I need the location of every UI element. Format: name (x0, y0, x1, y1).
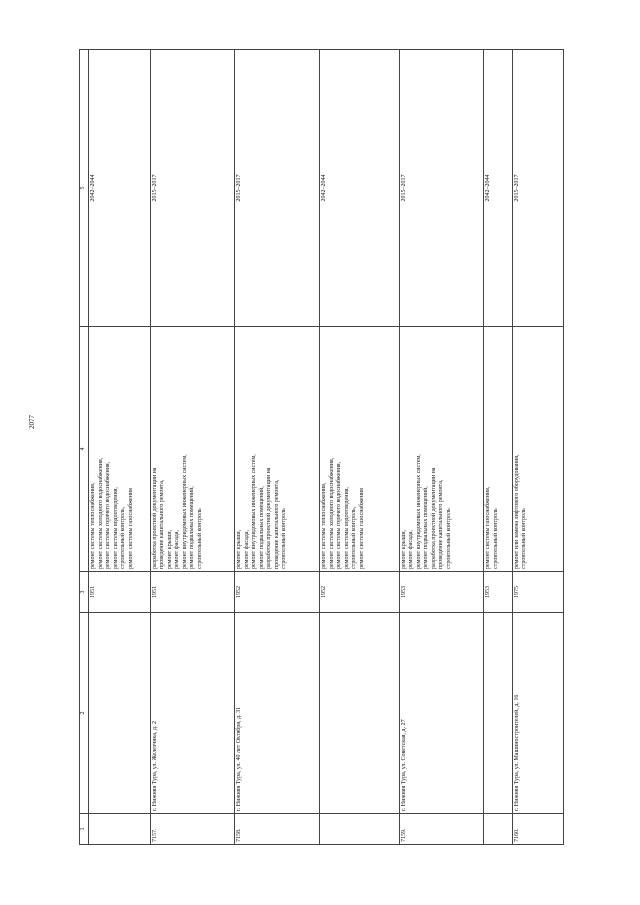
header-col-1: 1 (80, 814, 89, 845)
row-year: 1953 (399, 572, 484, 613)
work-item: ремонт системы газоснабжения (358, 488, 365, 569)
work-item: проведение капитального ремонта, (159, 479, 166, 569)
table-row (320, 50, 400, 845)
row-year: 1952 (320, 572, 400, 613)
row-address: г. Нижняя Тура, ул. 40 лет Октября, д. 31 (235, 613, 320, 814)
row-address: г. Нижняя Тура, ул. Советская, д. 27 (399, 613, 484, 814)
work-item: ремонт системы горячего водоснабжения, (105, 461, 111, 569)
row-works (235, 327, 320, 572)
work-item: ремонт крыши, (236, 529, 243, 569)
row-works (150, 327, 235, 572)
work-item: проведение капитального ремонта, (438, 479, 445, 569)
row-works (399, 327, 484, 572)
row-works (89, 327, 151, 572)
work-item: строительный контроль (492, 508, 499, 569)
repair-schedule-table (79, 49, 564, 845)
work-item: ремонт фасада, (243, 530, 250, 569)
row-period: 2015–2017 (399, 50, 484, 327)
table-row (235, 50, 320, 845)
row-year: 1952 (235, 572, 320, 613)
work-item: ремонт крыши, (400, 529, 407, 569)
work-item: проведение капитального ремонта, (273, 479, 280, 569)
work-item: ремонт подвальных помещений, (423, 486, 430, 569)
work-item: ремонт системы водоотведения, (112, 487, 119, 569)
work-item: ремонт системы горячего водоснабжения, (336, 461, 343, 569)
work-item: ремонт фасада, (408, 530, 415, 569)
row-address (484, 613, 512, 814)
table-header-row (80, 50, 89, 845)
table-row (89, 50, 151, 845)
row-works (484, 327, 512, 572)
work-item: разработка проектной документации на (151, 467, 158, 569)
work-item: строительный контроль, (351, 506, 358, 569)
work-item: ремонт внутридомовых инженерных систем, (181, 454, 188, 569)
work-item: ремонт внутридомовых инженерных систем, (251, 454, 258, 569)
row-number: 7157. (150, 814, 235, 845)
work-item: ремонт системы газоснабжения (127, 488, 134, 569)
work-item: ремонт системы теплоснабжения, (90, 482, 96, 569)
table-body (89, 50, 564, 845)
row-number (484, 814, 512, 845)
row-period: 2042–2044 (320, 50, 400, 327)
work-item: ремонт фасада, (174, 530, 181, 569)
row-number (89, 814, 151, 845)
header-col-4: 4 (80, 327, 89, 572)
row-period: 2015–2017 (512, 50, 563, 327)
row-year: 1975 (512, 572, 563, 613)
work-item: строительный контроль (281, 508, 288, 569)
row-period: 2042–2044 (89, 50, 151, 327)
work-item: ремонт системы холодного водоснабжения, (97, 457, 104, 569)
work-item: строительный контроль (521, 508, 528, 569)
row-address (89, 613, 151, 814)
row-year: 1951 (150, 572, 235, 613)
work-item: ремонт системы газоснабжения, (485, 486, 492, 569)
row-address (320, 613, 400, 814)
row-year: 1951 (89, 572, 151, 613)
page-number: 2077 (28, 415, 36, 429)
work-item: ремонт внутридомовых инженерных систем, (415, 454, 422, 569)
row-year: 1953 (484, 572, 512, 613)
work-item: ремонт подвальных помещений, (258, 486, 265, 569)
row-period: 2015–2017 (150, 50, 235, 327)
header-col-5: 5 (80, 50, 89, 327)
table-row (399, 50, 484, 845)
row-works (512, 327, 563, 572)
row-period: 2042–2044 (484, 50, 512, 327)
row-address: г. Нижняя Тура, ул. Железчика, д. 2 (150, 613, 235, 814)
row-number: 7159. (399, 814, 484, 845)
work-item: ремонт подвальных помещений, (189, 486, 196, 569)
work-item: ремонт системы теплоснабжения, (321, 482, 328, 569)
work-item: разработка проектной документации на (430, 467, 437, 569)
work-item: ремонт системы водоотведения, (343, 487, 350, 569)
work-item: разработка проектной документации на (266, 467, 273, 569)
table-row (512, 50, 563, 845)
work-item: ремонт или замена лифтового оборудования, (513, 454, 520, 569)
row-number: 7160. (512, 814, 563, 845)
work-item: строительный контроль, (120, 506, 126, 569)
work-item: строительный контроль (196, 508, 203, 569)
work-item: строительный контроль (445, 508, 452, 569)
work-item: ремонт системы холодного водоснабжения, (328, 457, 335, 569)
table-row (150, 50, 235, 845)
row-works (320, 327, 400, 572)
row-number: 7158. (235, 814, 320, 845)
row-period: 2015–2017 (235, 50, 320, 327)
rotated-table-sheet (79, 75, 564, 845)
table-row (484, 50, 512, 845)
header-col-3: 3 (80, 572, 89, 613)
row-address: г. Нижняя Тура, ул. Машиностроителей, д. 16 (512, 613, 563, 814)
work-item: ремонт крыши, (166, 529, 173, 569)
row-number (320, 814, 400, 845)
header-col-2: 2 (80, 613, 89, 814)
